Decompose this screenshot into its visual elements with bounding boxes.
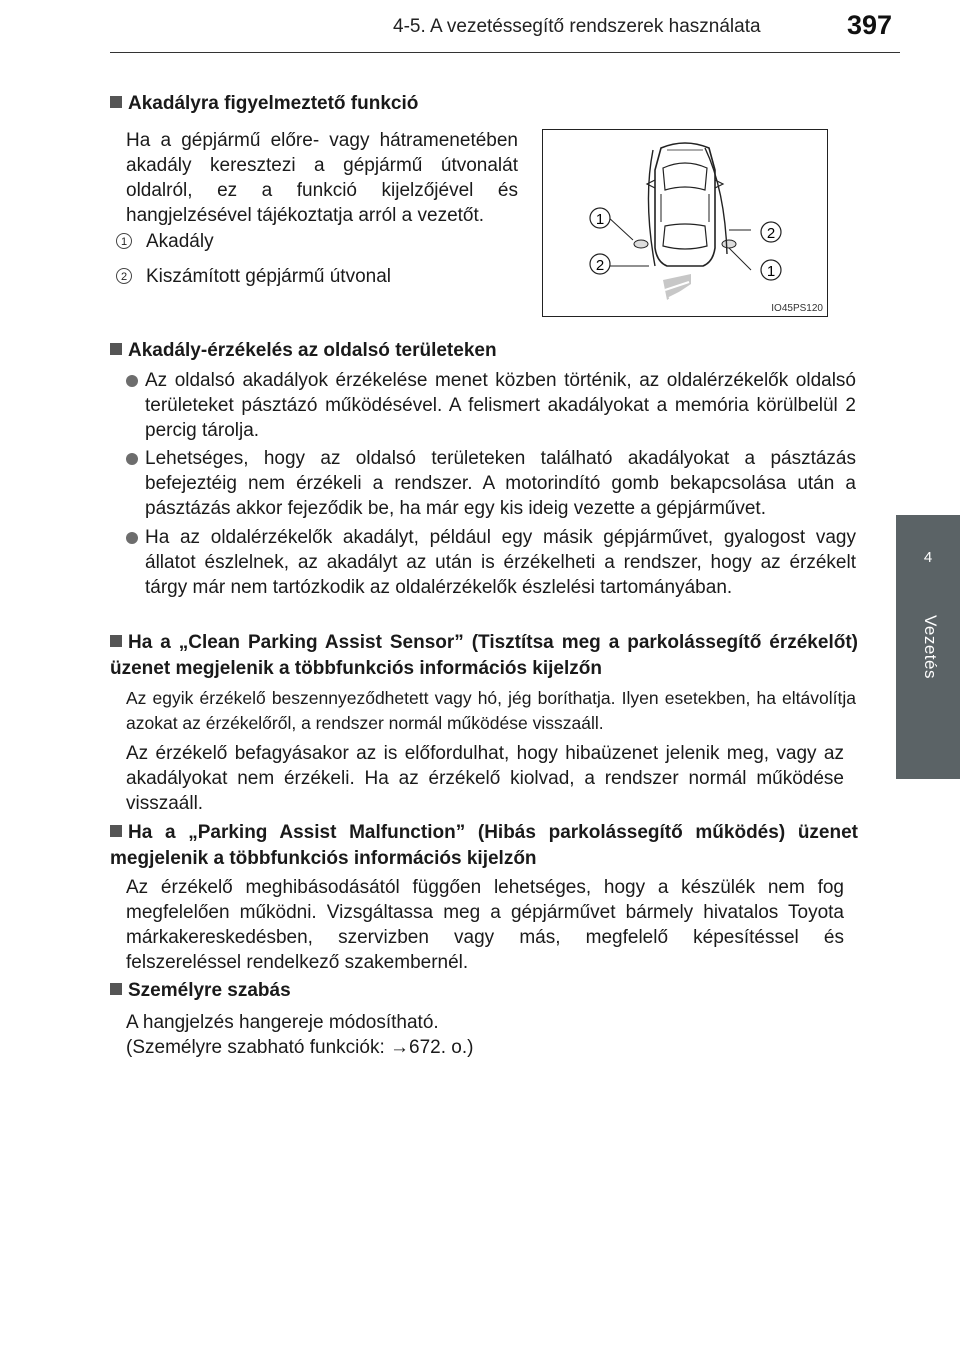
- square-bullet-icon: [110, 983, 122, 995]
- section-heading-obstacle-warning: Akadályra figyelmeztető funkció: [110, 91, 858, 117]
- page-number: 397: [846, 10, 892, 40]
- malfunction-text: Az érzékelő meghibásodásától függően lehetséges, hogy a készülék nem fog megfelelően működni. Vizsgáltassa meg a gépjárművet bármely hivatalos Toyota márkakereskedésben, szervizben vagy más, megfelelő képesítéssel és felszereléssel rendelkező szakembernél.: [126, 877, 844, 973]
- square-bullet-icon: [110, 825, 122, 837]
- legend-item-2: 2 Kiszámított gépjármű útvonal: [116, 265, 391, 289]
- chapter-side-tab[interactable]: [896, 515, 960, 779]
- car-top-view-illustration: [543, 130, 827, 316]
- clean-sensor-text-2: Az érzékelő befagyásakor az is előfordulhat, hogy hibaüzenet jelenik meg, vagy az akadályokat nem érzékeli. Ha az érzékelő kiolvad, a rendszer normál működése visszaáll.: [126, 743, 844, 814]
- round-bullet-icon: [126, 375, 138, 387]
- callout-2-left: 2: [595, 257, 605, 274]
- round-bullet-icon: [126, 532, 138, 544]
- callout-number-icon: 1: [116, 233, 132, 249]
- square-bullet-icon: [110, 635, 122, 647]
- customization-text-1: A hangjelzés hangereje módosítható.: [126, 1012, 439, 1033]
- chapter-label: Vezetés: [921, 615, 940, 679]
- side-detection-bullet-1: Az oldalsó akadályok érzékelése menet közben történik, az oldalérzékelők oldalsó területeket pásztázó működésével. A felismert akadályokat a memória körülbelül 2 percig tárolja.: [126, 368, 856, 443]
- legend-item-1: 1 Akadály: [116, 230, 214, 254]
- callout-1-top: 1: [595, 211, 605, 228]
- section-heading-clean-sensor: Ha a „Clean Parking Assist Sensor” (Tisztítsa meg a parkolássegítő érzékelőt) üzenet megjelenik a többfunkciós információs kijelzőn: [110, 632, 858, 679]
- round-bullet-icon: [126, 453, 138, 465]
- chapter-title: 4-5. A vezetéssegítő rendszerek használata: [393, 16, 761, 37]
- side-detection-bullet-2: Lehetséges, hogy az oldalsó területeken található akadályokat a pásztázás befejeztéig nem érzékeli a rendszer. A motorindító gomb bekapcsolása után a pásztázás akkor fejeződik be, ha már egy kis ideig vezette a gépjárművet.: [126, 446, 856, 521]
- side-detection-bullet-3: Ha az oldalérzékelők akadályt, például egy másik gépjárművet, gyalogost vagy állatot észlelnek, az akadályt az után is érzékelheti a rendszer, hogy az érzékelt tárgy már nem tartózkodik az oldalérzékelők észlelési tartományában.: [126, 525, 856, 600]
- customization-text-2[interactable]: (Személyre szabható funkciók: →672. o.): [126, 1037, 474, 1058]
- callout-1-bottom: 1: [766, 263, 776, 280]
- square-bullet-icon: [110, 96, 122, 108]
- chapter-number: 4: [923, 549, 933, 566]
- square-bullet-icon: [110, 343, 122, 355]
- callout-number-icon: 2: [116, 268, 132, 284]
- vehicle-path-figure: [542, 129, 828, 317]
- section-heading-malfunction: Ha a „Parking Assist Malfunction” (Hibás parkolássegítő működés) üzenet megjelenik a többfunkciós információs kijelzőn: [110, 822, 858, 869]
- obstacle-warning-text: Ha a gépjármű előre- vagy hátramenetében akadály keresztezi a gépjármű útvonalát oldalról, ez a funkció kijelzőjével és hangjelzésével tájékoztatja arról a vezetőt.: [126, 130, 518, 226]
- section-heading-side-detection: Akadály-érzékelés az oldalsó területeken: [110, 338, 858, 364]
- clean-sensor-text-1: Az egyik érzékelő beszennyeződhetett vagy hó, jég boríthatja. Ilyen esetekben, ha eltávolítja azokat az érzékelőről, a rendszer normál működése visszaáll.: [126, 688, 856, 733]
- figure-code: IO45PS120: [771, 303, 823, 314]
- section-heading-customization: Személyre szabás: [110, 978, 858, 1004]
- page-header: [110, 0, 900, 53]
- callout-2-right: 2: [766, 225, 776, 242]
